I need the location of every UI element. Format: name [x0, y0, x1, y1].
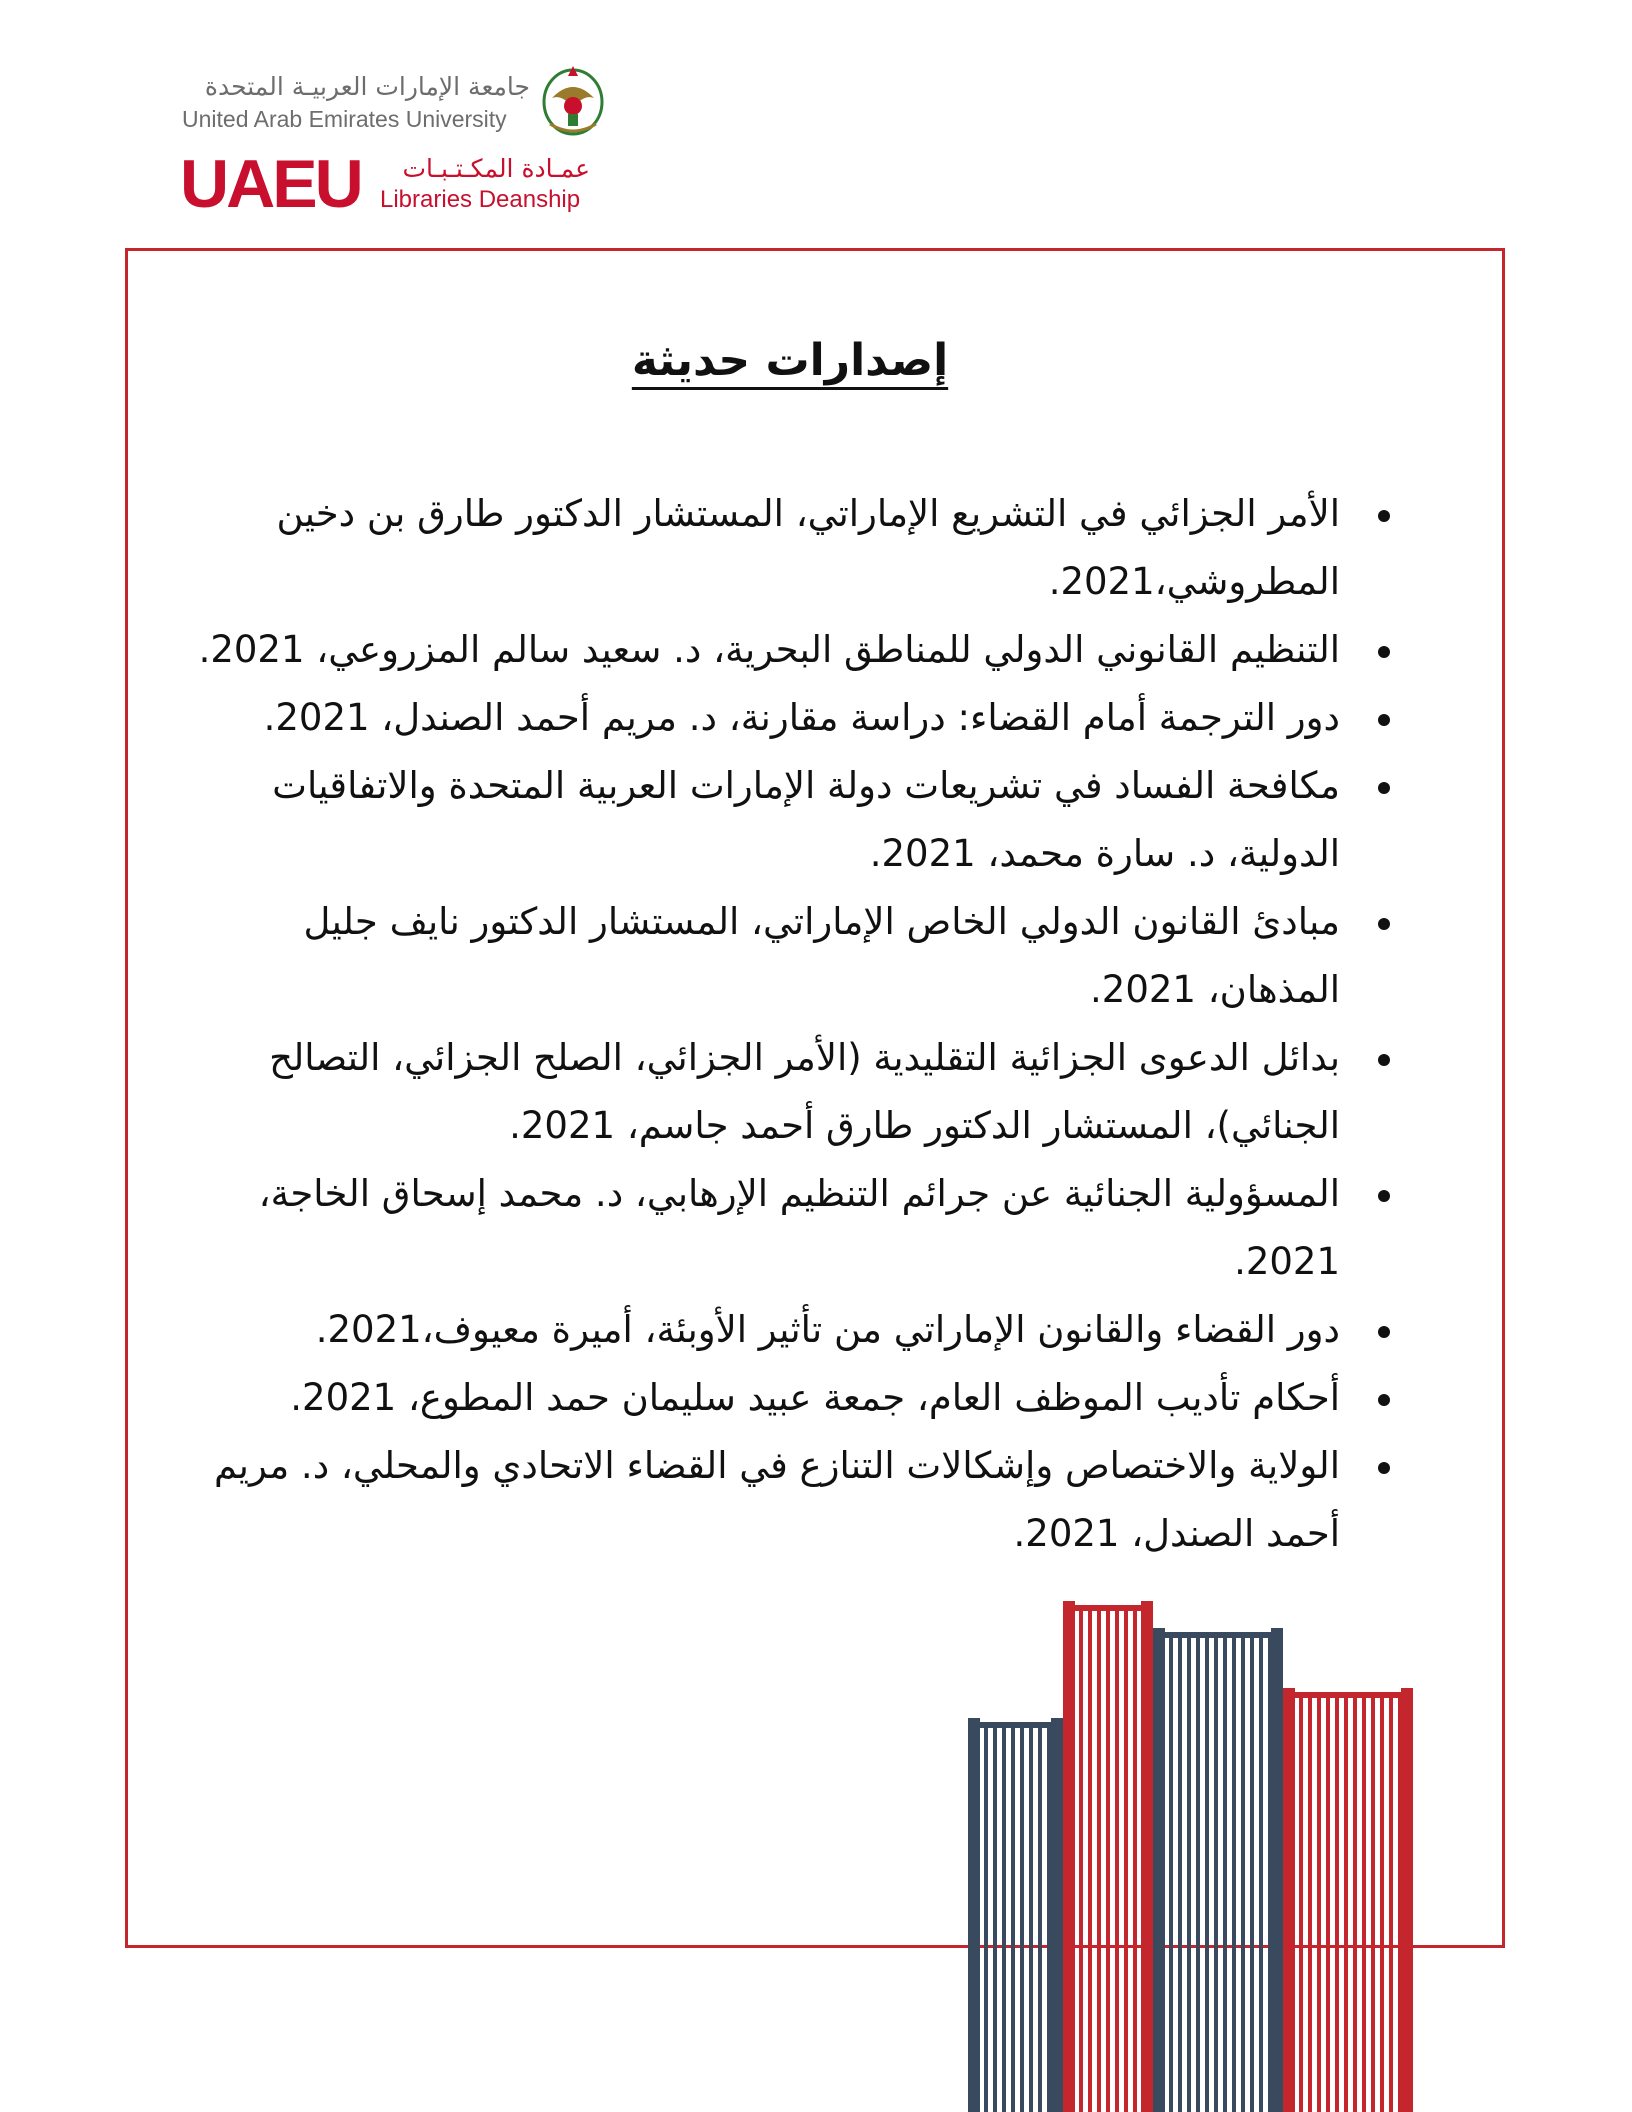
bullet-icon — [1378, 1394, 1390, 1406]
publication-item — [190, 616, 1390, 684]
bullet-icon — [1378, 646, 1390, 658]
publications-list — [190, 480, 1390, 1568]
header-logos — [180, 56, 620, 226]
publication-item — [190, 1160, 1390, 1296]
publication-item — [190, 1364, 1390, 1432]
bullet-icon — [1378, 1326, 1390, 1338]
bullet-icon — [1378, 1054, 1390, 1066]
publication-item — [190, 684, 1390, 752]
libraries-name-en: Libraries Deanship — [380, 186, 581, 213]
page-title: إصدارات حديثة — [631, 335, 949, 386]
uaeu-logo: UAEU — [180, 146, 361, 222]
bullet-icon — [1378, 714, 1390, 726]
university-name-ar: جامعة الإمارات العربيـة المتحدة — [204, 72, 530, 101]
publication-item — [190, 1296, 1390, 1364]
bullet-icon — [1378, 510, 1390, 522]
bullet-icon — [1378, 918, 1390, 930]
publication-text: الأمر الجزائي في التشريع الإماراتي، المستشار الدكتور طارق بن دخين المطروشي،2021. — [276, 492, 1340, 603]
publication-text: مكافحة الفساد في تشريعات دولة الإمارات العربية المتحدة والاتفاقيات الدولية، د. سارة محمد، 2021. — [272, 764, 1340, 875]
publication-text: المسؤولية الجنائية عن جرائم التنظيم الإرهابي، د. محمد إسحاق الخاجة، 2021. — [258, 1172, 1340, 1283]
bullet-icon — [1378, 1190, 1390, 1202]
bullet-icon — [1378, 782, 1390, 794]
publication-text: أحكام تأديب الموظف العام، جمعة عبيد سليمان حمد المطوع، 2021. — [290, 1376, 1340, 1419]
publication-item — [190, 480, 1390, 616]
publication-item — [190, 752, 1390, 888]
publication-text: مبادئ القانون الدولي الخاص الإماراتي، المستشار الدكتور نايف جليل المذهان، 2021. — [303, 900, 1340, 1011]
publication-text: دور الترجمة أمام القضاء: دراسة مقارنة، د. مريم أحمد الصندل، 2021. — [263, 696, 1340, 739]
uaeu-emblem-icon — [540, 58, 606, 138]
publication-item — [190, 1432, 1390, 1568]
university-name-en: United Arab Emirates University — [182, 106, 507, 132]
publication-text: الولاية والاختصاص وإشكالات التنازع في القضاء الاتحادي والمحلي، د. مريم أحمد الصندل، 2021. — [214, 1444, 1340, 1555]
publication-text: التنظيم القانوني الدولي للمناطق البحرية، د. سعيد سالم المزروعي، 2021. — [198, 628, 1340, 671]
publication-item — [190, 888, 1390, 1024]
publication-item — [190, 1024, 1390, 1160]
publication-text: بدائل الدعوى الجزائية التقليدية (الأمر الجزائي، الصلح الجزائي، التصالح الجنائي)، المستشار الدكتور طارق أحمد جاسم، 2021. — [269, 1036, 1340, 1147]
libraries-name-ar: عمـادة المكـتـبـات — [402, 154, 590, 183]
publication-text: دور القضاء والقانون الإماراتي من تأثير الأوبئة، أميرة معيوف،2021. — [315, 1308, 1340, 1351]
bullet-icon — [1378, 1462, 1390, 1474]
